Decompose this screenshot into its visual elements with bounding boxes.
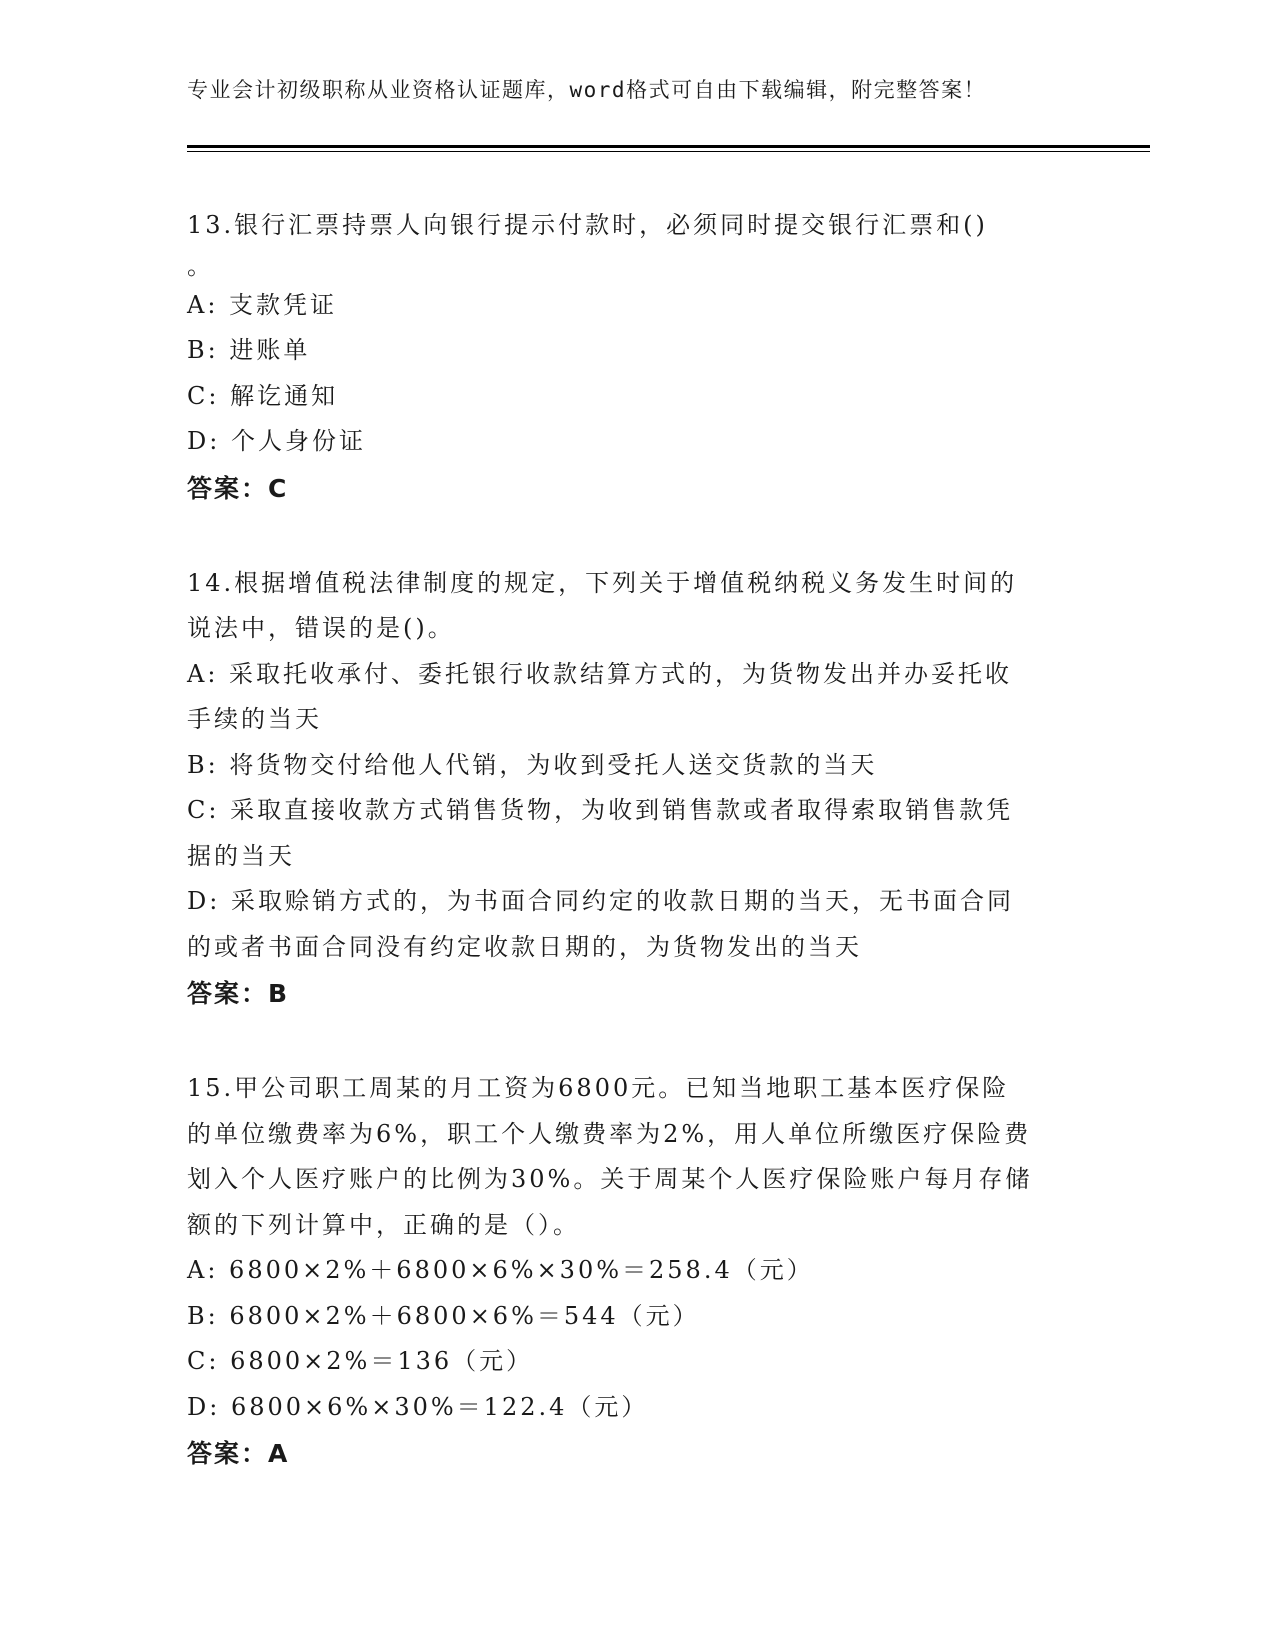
question-list bbox=[187, 203, 1087, 1526]
option-d: D: 6800×6%×30%＝122.4（元） bbox=[187, 1392, 649, 1421]
option-c: C: 6800×2%＝136（元） bbox=[187, 1347, 534, 1375]
option-d: D: 个人身份证 bbox=[187, 427, 366, 455]
question-stem: 说法中，错误的是()。 bbox=[187, 614, 455, 642]
option-d-continued: 的或者书面合同没有约定收款日期的，为货物发出的当天 bbox=[187, 932, 862, 961]
question-15 bbox=[187, 1066, 1087, 1477]
question-13 bbox=[187, 203, 1087, 512]
answer-label: 答案：A bbox=[187, 1439, 290, 1468]
option-c-continued: 据的当天 bbox=[187, 841, 295, 870]
option-c: C: 解讫通知 bbox=[187, 381, 339, 410]
header-divider bbox=[187, 145, 1150, 148]
header-divider-thin bbox=[187, 151, 1150, 152]
answer-label: 答案：B bbox=[187, 979, 290, 1008]
question-stem: 15.甲公司职工周某的月工资为6800元。已知当地职工基本医疗保险 bbox=[187, 1074, 1010, 1102]
question-14 bbox=[187, 561, 1087, 1018]
option-a: A: 采取托收承付、委托银行收款结算方式的，为货物发出并办妥托收 bbox=[187, 659, 1013, 688]
question-stem: 额的下列计算中，正确的是（）。 bbox=[187, 1210, 580, 1239]
question-stem: 。 bbox=[187, 251, 214, 280]
question-stem: 划入个人医疗账户的比例为30%。关于周某个人医疗保险账户每月存储 bbox=[187, 1165, 1033, 1193]
answer-label: 答案：C bbox=[187, 473, 289, 503]
header-note: 专业会计初级职称从业资格认证题库，word格式可自由下载编辑，附完整答案！ bbox=[187, 78, 987, 102]
option-a: A: 6800×2%＋6800×6%×30%＝258.4（元） bbox=[187, 1256, 814, 1284]
option-b: B: 将货物交付给他人代销，为收到受托人送交货款的当天 bbox=[187, 750, 878, 779]
question-stem: 的单位缴费率为6%，职工个人缴费率为2%，用人单位所缴医疗保险费 bbox=[187, 1119, 1032, 1148]
option-b: B: 6800×2%＋6800×6%＝544（元） bbox=[187, 1301, 700, 1330]
option-d: D: 采取赊销方式的，为书面合同约定的收款日期的当天，无书面合同 bbox=[187, 887, 1014, 915]
option-c: C: 采取直接收款方式销售货物，为收到销售款或者取得索取销售款凭 bbox=[187, 796, 1014, 824]
option-b: B: 进账单 bbox=[187, 336, 311, 364]
option-a: A: 支款凭证 bbox=[187, 290, 338, 319]
question-stem: 14.根据增值税法律制度的规定，下列关于增值税纳税义务发生时间的 bbox=[187, 568, 1018, 597]
question-stem: 13.银行汇票持票人向银行提示付款时，必须同时提交银行汇票和() bbox=[187, 211, 988, 239]
option-a-continued: 手续的当天 bbox=[187, 705, 322, 733]
